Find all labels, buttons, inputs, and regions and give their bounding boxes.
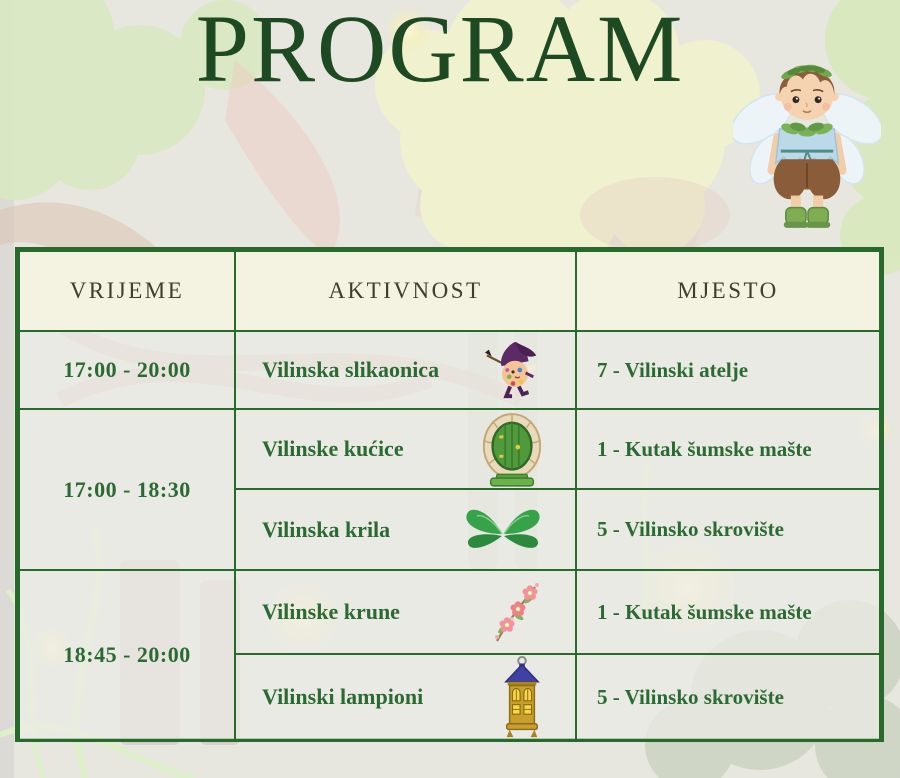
place-cell-5	[576, 654, 880, 740]
place-label: 7 - Vilinski atelje	[597, 357, 749, 382]
time-label: 18:45 - 20:00	[63, 642, 191, 667]
header-mjesto	[576, 251, 880, 331]
activity-label: Vilinske krune	[262, 599, 400, 624]
place-cell-1	[576, 331, 880, 409]
time-label: 17:00 - 20:00	[63, 357, 191, 382]
activity-label: Vilinska slikaonica	[262, 357, 440, 382]
place-label: 5 - Vilinsko skrovište	[597, 517, 784, 541]
time-label: 17:00 - 18:30	[63, 476, 191, 502]
painter-fairy-icon	[483, 340, 545, 400]
time-cell-3	[19, 570, 235, 740]
activity-cell-2	[235, 409, 576, 489]
activity-label: Vilinska krila	[262, 516, 391, 542]
place-cell-3	[576, 489, 880, 570]
activity-label: Vilinske kućice	[262, 436, 404, 461]
flower-crown-icon	[485, 579, 545, 645]
header-vrijeme	[19, 251, 235, 331]
activity-cell-5	[235, 654, 576, 740]
fairy-boy-illustration	[733, 22, 881, 246]
place-label: 1 - Kutak šumske mašte	[597, 599, 812, 624]
program-table	[15, 247, 884, 742]
place-cell-2	[576, 409, 880, 489]
header-aktivnost	[235, 251, 576, 331]
place-label: 5 - Vilinsko skrovište	[597, 684, 784, 709]
fairy-lantern-icon	[499, 655, 545, 739]
activity-cell-4	[235, 570, 576, 654]
time-cell-2	[19, 409, 235, 570]
activity-cell-1	[235, 331, 576, 409]
activity-label: Vilinski lampioni	[262, 684, 424, 709]
header-label: MJESTO	[677, 278, 779, 303]
page-title: PROGRAM	[195, 0, 685, 102]
fairy-door-icon	[479, 410, 545, 488]
activity-cell-3	[235, 489, 576, 570]
place-cell-4	[576, 570, 880, 654]
header-label: AKTIVNOST	[328, 278, 483, 303]
place-label: 1 - Kutak šumske mašte	[597, 436, 812, 461]
fairy-wings-icon	[461, 504, 545, 556]
time-cell-1	[19, 331, 235, 409]
header-label: VRIJEME	[69, 278, 185, 303]
